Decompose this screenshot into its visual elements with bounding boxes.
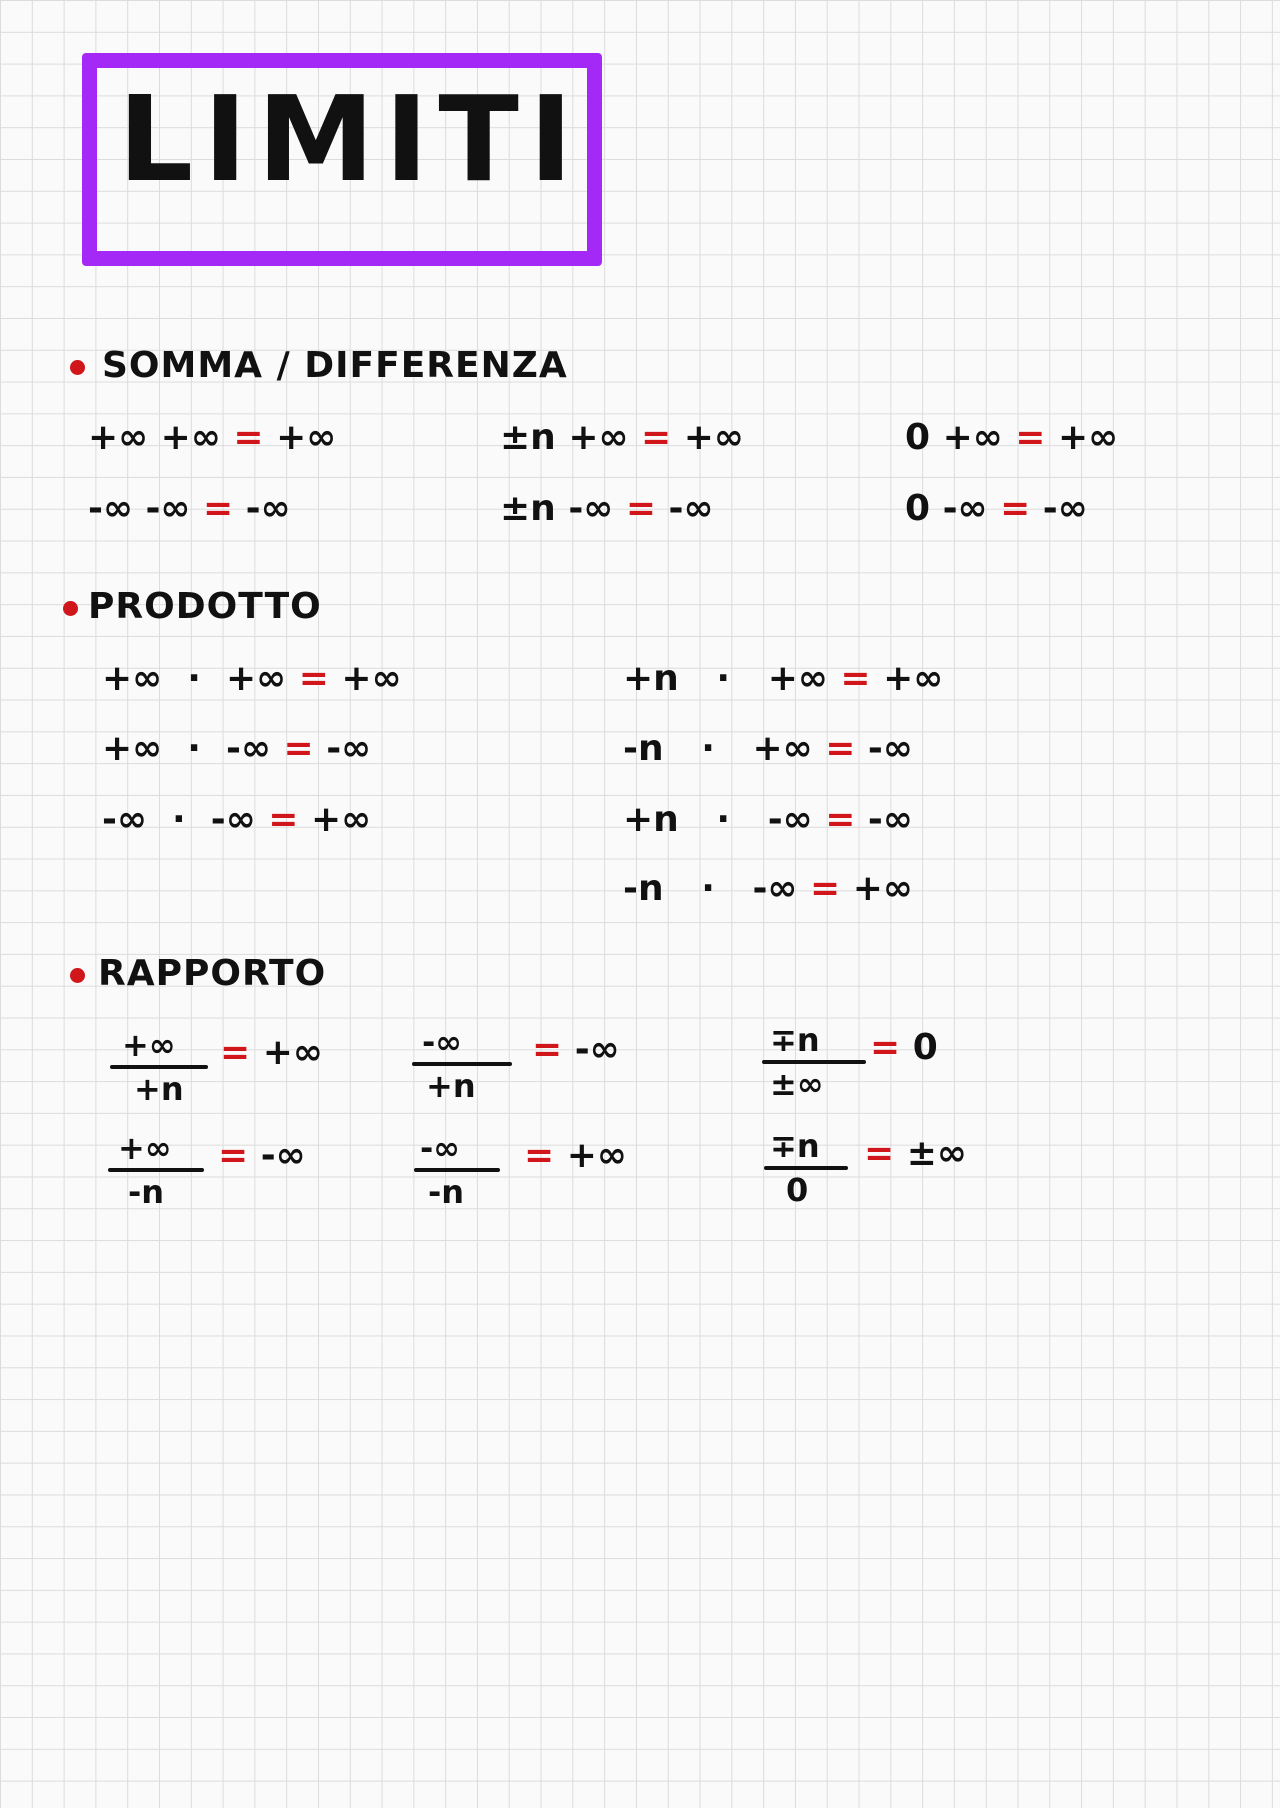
factor-b: +∞ [226, 658, 287, 699]
prodotto-left-row3 [102, 799, 371, 840]
somma-row1-col1 [88, 417, 336, 458]
factor-b: +∞ [767, 658, 828, 699]
factor-b: -∞ [210, 799, 256, 840]
fraction-numerator: -∞ [422, 1023, 462, 1061]
expr-lhs: 0 -∞ [905, 488, 988, 529]
expr-rhs: 0 [912, 1027, 938, 1068]
fraction-numerator: +∞ [122, 1026, 176, 1064]
prodotto-left-row2 [102, 728, 371, 769]
expr-rhs: +∞ [276, 417, 337, 458]
equals-sign: = [1015, 417, 1046, 458]
equals-sign: = [641, 417, 672, 458]
factor-a: +∞ [102, 728, 163, 769]
somma-row2-col1 [88, 488, 291, 529]
factor-a: -n [623, 728, 664, 769]
fraction-result [218, 1135, 306, 1176]
factor-a: +n [623, 658, 679, 699]
expr-rhs: ±∞ [906, 1133, 967, 1174]
equals-sign: = [870, 1027, 901, 1068]
bullet-dot [70, 360, 85, 375]
equals-sign: = [524, 1135, 555, 1176]
somma-row2-col2 [500, 488, 713, 529]
section-title-rapporto: RAPPORTO [98, 953, 327, 994]
factor-a: -∞ [102, 799, 147, 840]
expr-rhs: +∞ [310, 799, 372, 840]
equals-sign: = [298, 658, 329, 699]
prodotto-right-row1 [623, 658, 943, 699]
fraction-denominator: -n [128, 1173, 165, 1211]
fraction-denominator: +n [134, 1070, 184, 1108]
fraction-bar [414, 1168, 500, 1172]
expr-rhs: -∞ [245, 488, 291, 529]
expr-rhs: +∞ [341, 658, 402, 699]
fraction-result [220, 1032, 323, 1073]
bullet-dot [63, 601, 78, 616]
expr-rhs: -∞ [867, 728, 913, 769]
somma-row1-col2 [500, 417, 744, 458]
fraction-denominator: +n [426, 1067, 476, 1105]
section-title-somma: SOMMA / DIFFERENZA [102, 345, 568, 386]
expr-rhs: +∞ [883, 658, 944, 699]
expr-rhs: -∞ [574, 1029, 620, 1070]
fraction-numerator: ∓n [770, 1021, 820, 1059]
fraction-numerator: +∞ [118, 1129, 172, 1167]
dot-operator: · [172, 799, 186, 840]
fraction-result [870, 1027, 938, 1068]
dot-operator: · [701, 728, 715, 769]
somma-row2-col3 [905, 488, 1088, 529]
equals-sign: = [233, 417, 264, 458]
expr-lhs: +∞ +∞ [88, 417, 221, 458]
factor-a: -n [623, 868, 664, 909]
equals-sign: = [218, 1135, 249, 1176]
expr-rhs: -∞ [668, 488, 714, 529]
equals-sign: = [864, 1133, 895, 1174]
equals-sign: = [532, 1029, 563, 1070]
factor-a: +∞ [102, 658, 163, 699]
bullet-dot [70, 968, 85, 983]
dot-operator: · [716, 658, 731, 699]
factor-b: +∞ [752, 728, 813, 769]
expr-rhs: -∞ [326, 728, 372, 769]
expr-rhs: +∞ [262, 1032, 323, 1073]
fraction-bar [762, 1060, 866, 1064]
factor-b: -∞ [767, 799, 813, 840]
fraction-denominator: -n [428, 1173, 465, 1211]
factor-a: +n [623, 799, 679, 840]
factor-b: -∞ [752, 868, 798, 909]
equals-sign: = [825, 799, 856, 840]
fraction-bar [110, 1065, 208, 1069]
fraction-result [524, 1135, 627, 1176]
expr-rhs: -∞ [260, 1135, 306, 1176]
fraction-numerator: -∞ [420, 1129, 460, 1167]
fraction-denominator: 0 [786, 1171, 809, 1209]
expr-lhs: ±n +∞ [500, 417, 629, 458]
prodotto-right-row4 [623, 868, 913, 909]
expr-rhs: +∞ [852, 868, 913, 909]
prodotto-right-row2 [623, 728, 913, 769]
equals-sign: = [825, 728, 856, 769]
section-title-prodotto: PRODOTTO [88, 586, 322, 627]
fraction-result [864, 1133, 967, 1174]
equals-sign: = [1000, 488, 1031, 529]
expr-lhs: ±n -∞ [500, 488, 614, 529]
page-title: LIMITI [118, 70, 583, 208]
expr-rhs: +∞ [566, 1135, 627, 1176]
expr-rhs: +∞ [683, 417, 744, 458]
prodotto-right-row3 [623, 799, 913, 840]
dot-operator: · [187, 658, 201, 699]
equals-sign: = [268, 799, 299, 840]
equals-sign: = [625, 488, 656, 529]
equals-sign: = [283, 728, 314, 769]
fraction-numerator: ∓n [770, 1127, 820, 1165]
factor-b: -∞ [226, 728, 271, 769]
dot-operator: · [716, 799, 731, 840]
fraction-bar [108, 1168, 204, 1172]
prodotto-left-row1 [102, 658, 402, 699]
expr-rhs: -∞ [867, 799, 913, 840]
expr-lhs: 0 +∞ [905, 417, 1003, 458]
somma-row1-col3 [905, 417, 1118, 458]
fraction-denominator: ±∞ [770, 1065, 824, 1103]
fraction-bar [412, 1062, 512, 1066]
dot-operator: · [187, 728, 201, 769]
equals-sign: = [202, 488, 234, 529]
fraction-result [532, 1029, 620, 1070]
expr-rhs: +∞ [1058, 417, 1119, 458]
expr-lhs: -∞ -∞ [88, 488, 191, 529]
fraction-bar [764, 1166, 848, 1170]
equals-sign: = [220, 1032, 251, 1073]
equals-sign: = [809, 868, 841, 909]
equals-sign: = [840, 658, 871, 699]
expr-rhs: -∞ [1042, 488, 1088, 529]
dot-operator: · [701, 868, 715, 909]
